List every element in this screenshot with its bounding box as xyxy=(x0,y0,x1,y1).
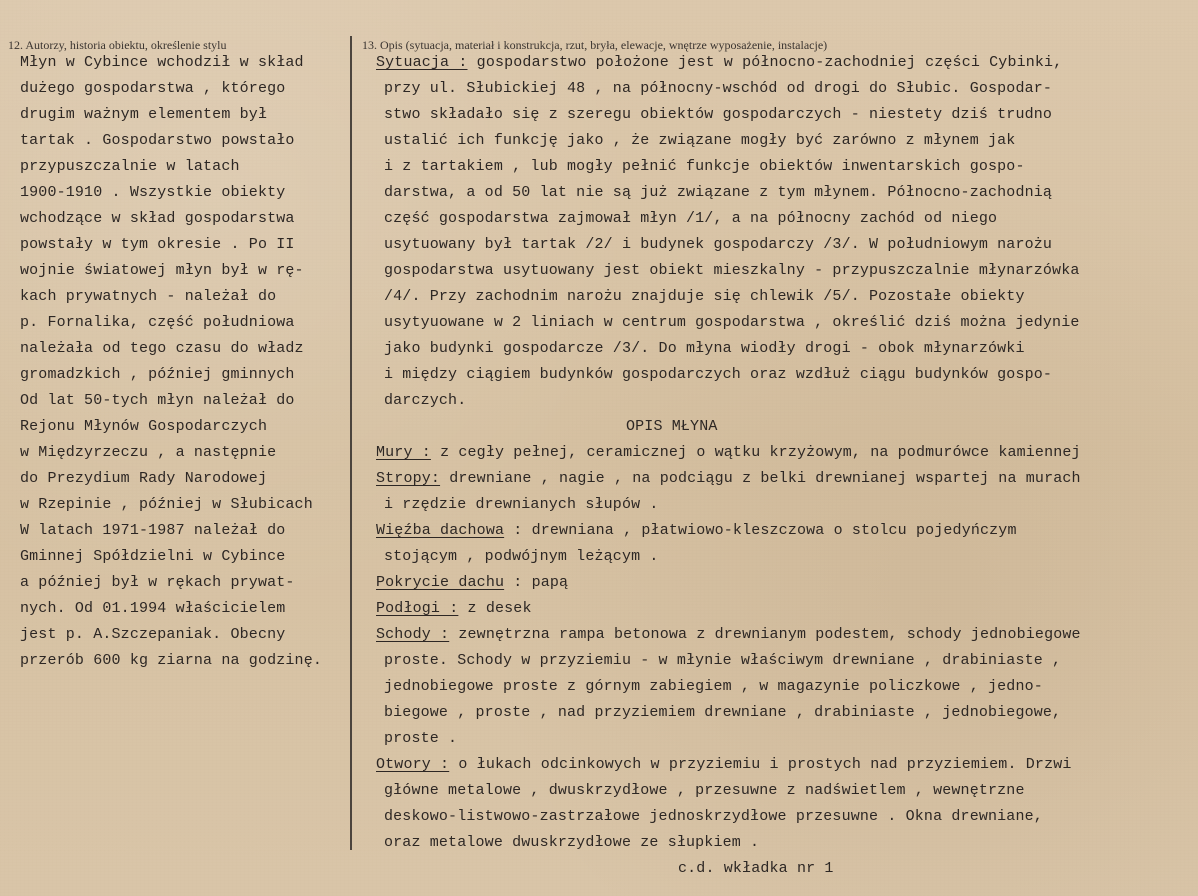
schody-line xyxy=(376,622,1176,648)
wiezba-continuation: stojącym , podwójnym leżącym . xyxy=(384,548,659,565)
stropy-text: drewniane , nagie , na podciągu z belki drewnianej wspartej na murach xyxy=(449,470,1081,487)
history-line: Gminnej Spółdzielni w Cybince xyxy=(20,548,286,565)
schody-text: zewnętrzna rampa betonowa z drewnianym podestem, schody jednobiegowe xyxy=(458,626,1081,643)
sytuacja-continuation: przy ul. Słubickiej 48 , na północny-wschód od drogi do Słubic. Gospodar- xyxy=(384,80,1053,97)
sytuacja-continuation: jako budynki gospodarcze /3/. Do młyna wiodły drogi - obok młynarzówki xyxy=(384,340,1025,357)
history-line: Od lat 50-tych młyn należał do xyxy=(20,392,295,409)
history-line: do Prezydium Rady Narodowej xyxy=(20,470,268,487)
schody-label: Schody : xyxy=(376,626,450,643)
history-line: p. Fornalika, część południowa xyxy=(20,314,295,331)
history-line: wojnie światowej młyn był w rę- xyxy=(20,262,304,279)
otwory-label: Otwory : xyxy=(376,756,450,773)
otwory-continuation: deskowo-listwowo-zastrzałowe jednoskrzydłowe przesuwne . Okna drewniane, xyxy=(384,808,1043,825)
sytuacja-continuation: usytyuowane w 2 liniach w centrum gospodarstwa , określić dziś można jedynie xyxy=(384,314,1080,331)
history-line: należała od tego czasu do władz xyxy=(20,340,304,357)
otwory-continuation: oraz metalowe dwuskrzydłowe ze słupkiem . xyxy=(384,834,760,851)
continuation-note: c.d. wkładka nr 1 xyxy=(678,860,834,877)
sytuacja-continuation: ustalić ich funkcję jako , że związane mogły być zarówno z młynem jak xyxy=(384,132,1016,149)
sytuacja-continuation: i z tartakiem , lub mogły pełnić funkcje obiektów inwentarskich gospo- xyxy=(384,158,1025,175)
mury-text: z cegły pełnej, ceramicznej o wątku krzyżowym, na podmurówce kamiennej xyxy=(440,444,1081,461)
column-divider xyxy=(350,36,352,850)
section-title: OPIS MŁYNA xyxy=(626,418,718,435)
history-line: w Międzyrzeczu , a następnie xyxy=(20,444,277,461)
history-line: dużego gospodarstwa , którego xyxy=(20,80,286,97)
schody-continuation: proste . xyxy=(384,730,458,747)
history-line: przerób 600 kg ziarna na godzinę. xyxy=(20,652,322,669)
stropy-label: Stropy: xyxy=(376,470,441,487)
wiezba-line xyxy=(376,518,1176,544)
history-line: a później był w rękach prywat- xyxy=(20,574,295,591)
schody-continuation: jednobiegowe proste z górnym zabiegiem , w magazynie policzkowe , jedno- xyxy=(384,678,1043,695)
pokrycie-label: Pokrycie dachu xyxy=(376,574,505,591)
history-line: Rejonu Młynów Gospodarczych xyxy=(20,418,268,435)
right-column-header: 13. Opis (sytuacja, materiał i konstrukcja, rzut, bryła, elewacje, wnętrze wyposażenie, instalacje) xyxy=(362,38,828,52)
sytuacja-continuation: część gospodarstwa zajmował młyn /1/, a na północny zachód od niego xyxy=(384,210,998,227)
left-column-header: 12. Autorzy, historia obiektu, określenie stylu xyxy=(8,38,227,52)
history-line: gromadzkich , później gminnych xyxy=(20,366,295,383)
sytuacja-continuation: darstwa, a od 50 lat nie są już związane z tym młynem. Północno-zachodnią xyxy=(384,184,1053,201)
stropy-continuation: i rzędzie drewnianych słupów . xyxy=(384,496,659,513)
podlogi-text: z desek xyxy=(467,600,532,617)
stropy-line xyxy=(376,466,1176,492)
sytuacja-continuation: darczych. xyxy=(384,392,467,409)
sytuacja-continuation: usytuowany był tartak /2/ i budynek gospodarczy /3/. W południowym narożu xyxy=(384,236,1053,253)
wiezba-label: Więźba dachowa xyxy=(376,522,505,539)
sytuacja-continuation: gospodarstwa usytuowany jest obiekt mieszkalny - przypuszczalnie młynarzówka xyxy=(384,262,1080,279)
sytuacja-continuation: stwo składało się z szeregu obiektów gospodarczych - niestety dziś trudno xyxy=(384,106,1053,123)
history-line: W latach 1971-1987 należał do xyxy=(20,522,286,539)
pokrycie-line xyxy=(376,570,1176,596)
pokrycie-text: : papą xyxy=(513,574,569,591)
history-column xyxy=(20,50,350,674)
podlogi-label: Podłogi : xyxy=(376,600,459,617)
wiezba-text: : drewniana , płatwiowo-kleszczowa o stolcu pojedyńczym xyxy=(513,522,1017,539)
history-line: powstały w tym okresie . Po II xyxy=(20,236,295,253)
otwory-continuation: główne metalowe , dwuskrzydłowe , przesuwne z nadświetlem , wewnętrzne xyxy=(384,782,1025,799)
sytuacja-label: Sytuacja : xyxy=(376,54,468,71)
history-line: wchodzące w skład gospodarstwa xyxy=(20,210,295,227)
sytuacja-continuation: i między ciągiem budynków gospodarczych oraz wzdłuż ciągu budynków gospo- xyxy=(384,366,1053,383)
schody-continuation: biegowe , proste , nad przyziemiem drewniane , drabiniaste , jednobiegowe, xyxy=(384,704,1062,721)
schody-continuation: proste. Schody w przyziemiu - w młynie właściwym drewniane , drabiniaste , xyxy=(384,652,1062,669)
history-line: jest p. A.Szczepaniak. Obecny xyxy=(20,626,286,643)
history-line: kach prywatnych - należał do xyxy=(20,288,277,305)
history-line: Młyn w Cybince wchodził w skład xyxy=(20,54,304,71)
mury-line xyxy=(376,440,1176,466)
otwory-text: o łukach odcinkowych w przyziemiu i prostych nad przyziemiem. Drzwi xyxy=(458,756,1072,773)
description-column xyxy=(376,50,1176,882)
history-line: 1900-1910 . Wszystkie obiekty xyxy=(20,184,286,201)
history-line: przypuszczalnie w latach xyxy=(20,158,240,175)
sytuacja-line xyxy=(376,50,1176,76)
history-line: w Rzepinie , później w Słubicach xyxy=(20,496,313,513)
sytuacja-continuation: /4/. Przy zachodnim narożu znajduje się chlewik /5/. Pozostałe obiekty xyxy=(384,288,1025,305)
history-line: tartak . Gospodarstwo powstało xyxy=(20,132,295,149)
history-line: drugim ważnym elementem był xyxy=(20,106,268,123)
sytuacja-text: gospodarstwo położone jest w północno-zachodniej części Cybinki, xyxy=(476,54,1063,71)
mury-label: Mury : xyxy=(376,444,431,461)
podlogi-line xyxy=(376,596,1176,622)
history-line: nych. Od 01.1994 właścicielem xyxy=(20,600,286,617)
otwory-line xyxy=(376,752,1176,778)
